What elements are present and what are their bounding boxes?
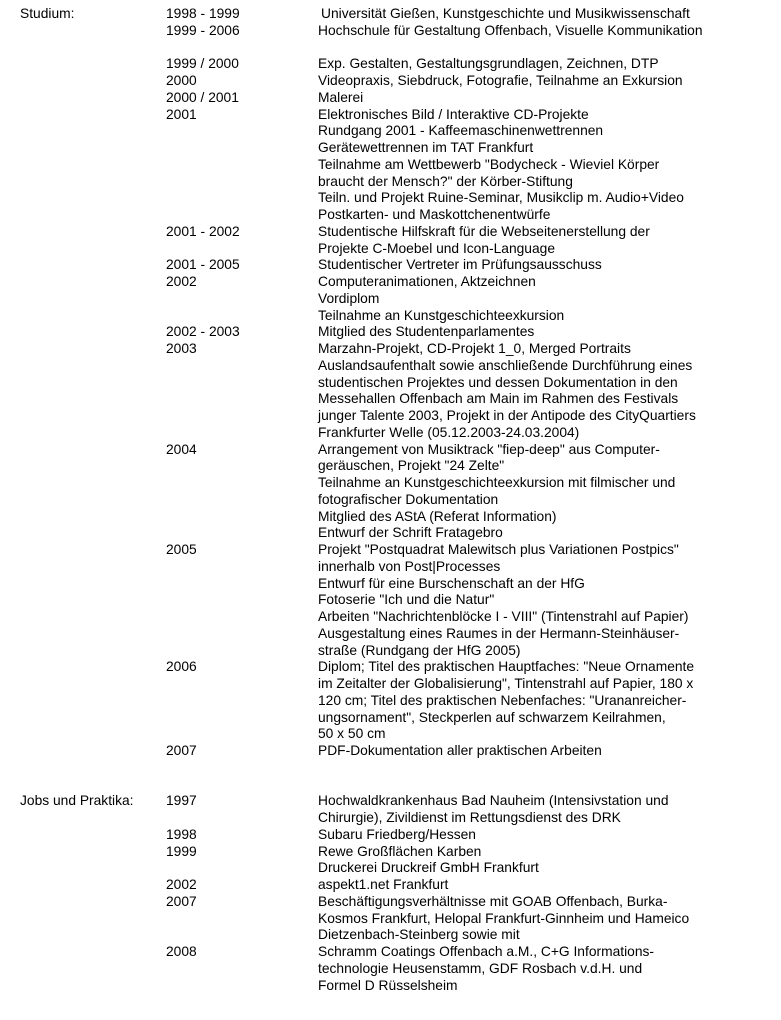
entry-description-line: Postkarten- und Maskottchenentwürfe: [318, 207, 551, 222]
entry-description-line: Frankfurter Welle (05.12.2003-24.03.2004): [318, 424, 580, 440]
cv-entry-row: [20, 274, 773, 324]
entry-year: 2003: [166, 341, 197, 356]
entry-description: [318, 827, 773, 844]
entry-description-line: Formel D Rüsselsheim: [318, 977, 458, 993]
cv-entry-row: [20, 23, 773, 40]
entry-description: [318, 442, 773, 543]
entry-description: [318, 743, 773, 760]
cv-entry-row: [20, 56, 773, 73]
entry-description: [318, 23, 773, 40]
cv-entry-row: [20, 107, 773, 224]
entry-description-line: technologie Heusenstamm, GDF Rosbach v.d.H. und: [318, 960, 643, 976]
entry-description-line: Schramm Coatings Offenbach a.M., C+G Informations-: [318, 944, 654, 959]
entry-description-line: Arbeiten "Nachrichtenblöcke I - VIII" (Tintenstrahl auf Papier): [318, 609, 689, 624]
entry-description-line: Messehallen Offenbach am Main im Rahmen des Festivals: [318, 391, 679, 407]
entry-year: 1999 - 2006: [166, 22, 240, 38]
cv-entry-row: [20, 324, 773, 341]
entry-description-line: PDF-Dokumentation aller praktischen Arbeiten: [318, 743, 602, 758]
cv-entry-row: [20, 793, 773, 827]
cv-entry-row: [20, 6, 773, 23]
cv-section: [20, 793, 773, 994]
entry-description-line: Rundgang 2001 - Kaffeemaschinenwettrennen: [318, 123, 604, 139]
entry-year: 2001: [166, 106, 197, 122]
cv-section: [20, 6, 773, 760]
entry-description: [318, 341, 773, 442]
entry-description-line: Ausgestaltung eines Raumes in der Hermann-Steinhäuser-: [318, 625, 680, 641]
entry-description-line: Teilnahme an Kunstgeschichteexkursion mit filmischer und: [318, 475, 676, 490]
entry-description: [318, 944, 773, 994]
entry-description-line: Teilnahme am Wettbewerb "Bodycheck - Wieviel Körper: [318, 156, 660, 172]
entry-description: [318, 877, 773, 894]
entry-year: 1998 - 1999: [166, 6, 240, 21]
entry-description-line: Mitglied des AStA (Referat Information): [318, 508, 557, 524]
entry-description-line: Studentische Hilfskraft für die Webseitenerstellung der: [318, 223, 650, 239]
entry-description-line: Gerätewettrennen im TAT Frankfurt: [318, 140, 534, 155]
entry-description-line: 50 x 50 cm: [318, 726, 386, 742]
entry-description-line: Teiln. und Projekt Ruine-Seminar, Musikclip m. Audio+Video: [318, 190, 684, 206]
entry-description-line: Universität Gießen, Kunstgeschichte und Musikwissenschaft: [321, 6, 690, 21]
entry-description-line: fotografischer Dokumentation: [318, 491, 499, 507]
entry-description-line: Fotoserie "Ich und die Natur": [318, 592, 495, 608]
entry-year: 1998: [166, 826, 197, 842]
entry-description: [318, 542, 773, 659]
entry-description-line: Rewe Großflächen Karben: [318, 843, 482, 859]
entry-description-line: geräuschen, Projekt "24 Zelte": [318, 458, 505, 474]
entry-description-line: Vordiplom: [318, 290, 380, 306]
entry-description: [318, 90, 773, 107]
entry-description-line: Beschäftigungsverhältnisse mit GOAB Offenbach, Burka-: [318, 893, 668, 909]
entry-description: [318, 6, 773, 23]
entry-description-line: Subaru Friedberg/Hessen: [318, 826, 476, 842]
entry-description-line: Hochschule für Gestaltung Offenbach, Visuelle Kommunikation: [318, 22, 703, 38]
entry-description-line: Studentischer Vertreter im Prüfungsausschuss: [318, 257, 602, 273]
entry-year: 2006: [166, 659, 197, 675]
entry-description-line: Teilnahme an Kunstgeschichteexkursion: [318, 307, 565, 323]
entry-year: 2002 - 2003: [166, 324, 240, 340]
entry-description-line: im Zeitalter der Globalisierung", Tintenstrahl auf Papier, 180 x: [318, 676, 694, 691]
entry-description: [318, 107, 773, 224]
entry-description-line: Elektronisches Bild / Interaktive CD-Projekte: [318, 106, 589, 122]
entry-description-line: junger Talente 2003, Projekt in der Antipode des CityQuartiers: [318, 408, 696, 423]
cv-entry-row: [20, 743, 773, 760]
entry-year: 2001 - 2005: [166, 257, 240, 273]
entry-year: 2007: [166, 893, 197, 909]
entry-description-line: Dietzenbach-Steinberg sowie mit: [318, 927, 520, 943]
entry-year: 2002: [166, 877, 197, 892]
entry-description-line: Entwurf der Schrift Fratagebro: [318, 525, 503, 541]
entry-description: [318, 257, 773, 274]
entry-description-line: Arrangement von Musiktrack "fiep-deep" aus Computer-: [318, 441, 660, 457]
entry-year: 2005: [166, 542, 197, 557]
cv-entry-row: [20, 224, 773, 258]
entry-description-line: Exp. Gestalten, Gestaltungsgrundlagen, Zeichnen, DTP: [318, 56, 659, 72]
entry-description-line: straße (Rundgang der HfG 2005): [318, 642, 521, 658]
entry-year: 1999: [166, 843, 197, 859]
entry-description: [318, 56, 773, 73]
cv-entry-row: [20, 877, 773, 894]
entry-description: [318, 73, 773, 90]
entry-description: [318, 224, 773, 258]
entry-description-line: Chirurgie), Zivildienst im Rettungsdienst des DRK: [318, 810, 621, 825]
cv-entry-row: [20, 944, 773, 994]
entry-description-line: braucht der Mensch?" der Körber-Stiftung: [318, 173, 573, 189]
entry-year: 1999 / 2000: [166, 56, 239, 72]
section-label: Jobs und Praktika:: [20, 793, 134, 809]
entry-description-line: Marzahn-Projekt, CD-Projekt 1_0, Merged Portraits: [318, 341, 631, 356]
cv-entry-row: [20, 844, 773, 878]
entry-description: [318, 274, 773, 324]
entry-year: 2004: [166, 441, 197, 457]
entry-description-line: 120 cm; Titel des praktischen Nebenfaches: "Urananreicher-: [318, 692, 687, 708]
cv-entry-row: [20, 542, 773, 659]
cv-entry-row: [20, 442, 773, 543]
entry-description: [318, 894, 773, 944]
cv-entry-row: [20, 90, 773, 107]
entry-description-line: Projekte C-Moebel und Icon-Language: [318, 240, 555, 256]
entry-description-line: studentischen Projektes und dessen Dokumentation in den: [318, 374, 678, 390]
cv-entry-row: [20, 341, 773, 442]
cv-entry-row: [20, 73, 773, 90]
entry-description: [318, 844, 773, 878]
entry-description-line: Druckerei Druckreif GmbH Frankfurt: [318, 860, 539, 876]
cv-entry-row: [20, 659, 773, 743]
entry-year: 2002: [166, 274, 197, 289]
cv-entry-row: [20, 894, 773, 944]
entry-description-line: Hochwaldkrankenhaus Bad Nauheim (Intensivstation und: [318, 793, 669, 809]
entry-description-line: ungsornament", Steckperlen auf schwarzem Keilrahmen,: [318, 709, 666, 725]
entry-description-line: Mitglied des Studentenparlamentes: [318, 324, 535, 340]
entry-description-line: Kosmos Frankfurt, Helopal Frankfurt-Ginnheim und Hameico: [318, 910, 690, 926]
entry-description: [318, 659, 773, 743]
entry-description: [318, 324, 773, 341]
entry-description-line: Auslandsaufenthalt sowie anschließende Durchführung eines: [318, 357, 693, 373]
entry-year: 2008: [166, 944, 197, 959]
entry-year: 2000 / 2001: [166, 89, 239, 105]
blank-line: [20, 40, 773, 57]
section-label: Studium:: [20, 6, 75, 21]
entry-description-line: Malerei: [318, 89, 364, 105]
entry-description-line: Diplom; Titel des praktischen Hauptfaches: "Neue Ornamente: [318, 659, 695, 675]
cv-entry-row: [20, 257, 773, 274]
cv-entry-row: [20, 827, 773, 844]
entry-year: 1997: [166, 793, 197, 809]
entry-description-line: Projekt "Postquadrat Malewitsch plus Variationen Postpics": [318, 542, 679, 557]
entry-description-line: Videopraxis, Siebdruck, Fotografie, Teilnahme an Exkursion: [318, 73, 683, 88]
entry-description-line: aspekt1.net Frankfurt: [318, 877, 449, 892]
entry-year: 2000: [166, 73, 197, 88]
entry-year: 2001 - 2002: [166, 223, 240, 239]
entry-description: [318, 793, 773, 827]
entry-description-line: innerhalb von Post|Processes: [318, 558, 501, 574]
entry-year: 2007: [166, 743, 197, 758]
entry-description-line: Entwurf für eine Burschenschaft an der HfG: [318, 575, 585, 591]
entry-description-line: Computeranimationen, Aktzeichnen: [318, 274, 536, 289]
